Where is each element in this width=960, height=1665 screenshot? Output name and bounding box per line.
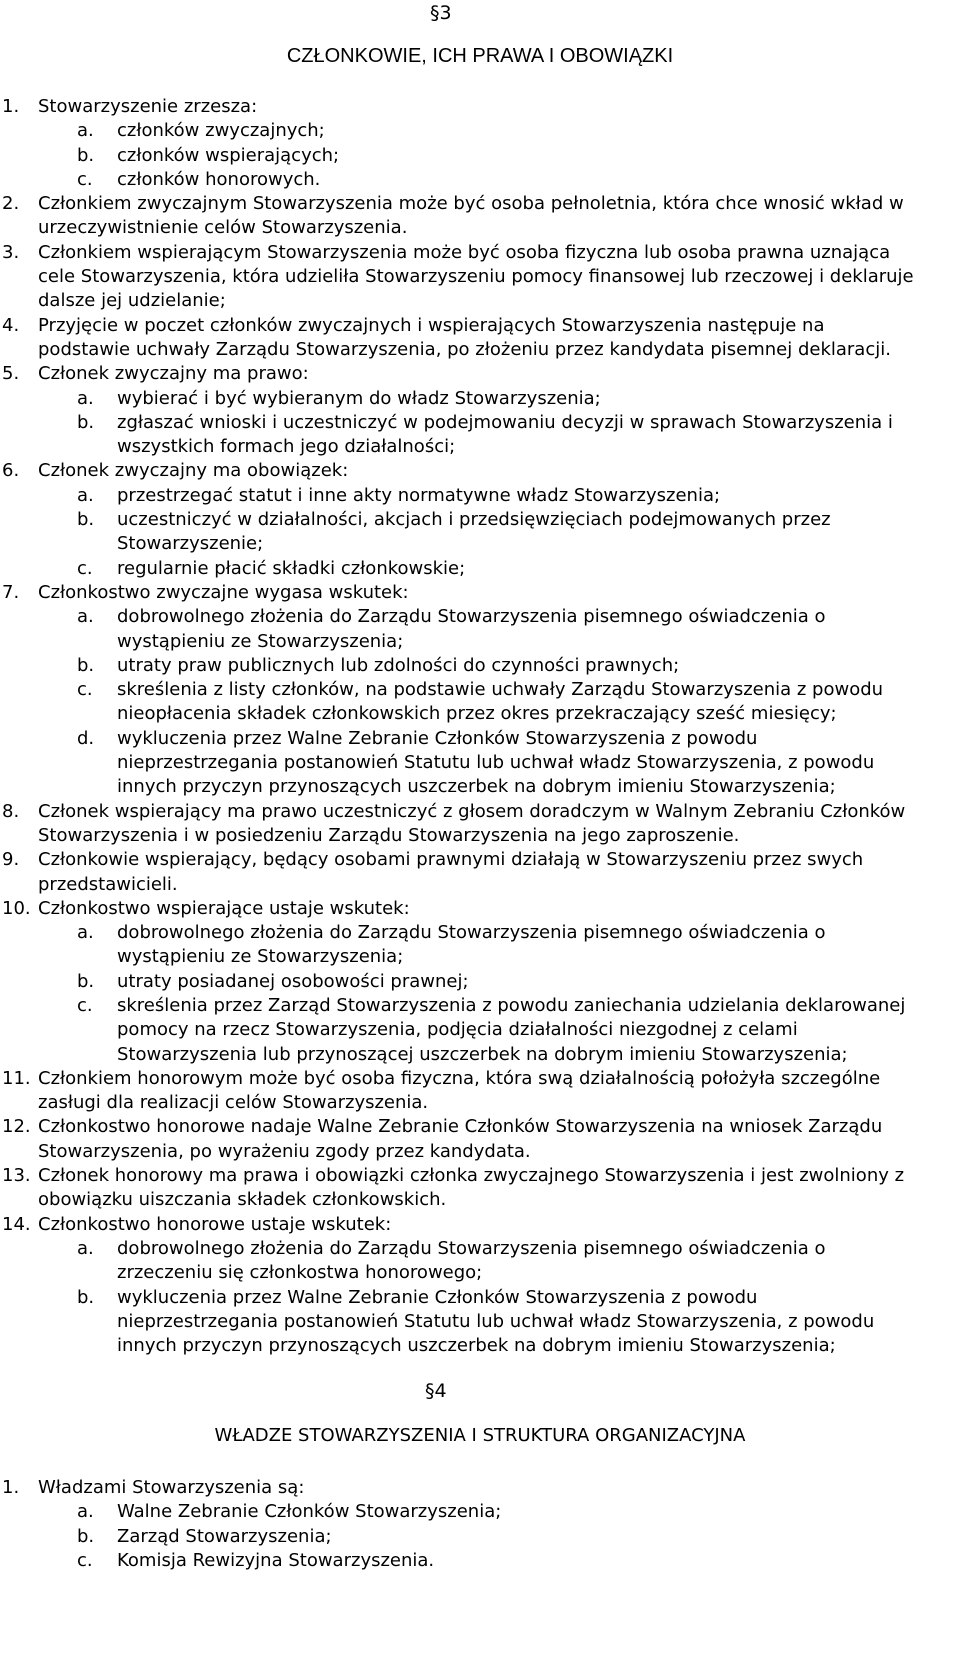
section-4-list xyxy=(0,1476,920,1573)
sub-item-letter: b. xyxy=(77,411,95,433)
sub-item-letter: c. xyxy=(77,557,93,579)
section-4-title: WŁADZE STOWARZYSZENIA I STRUKTURA ORGANIZACYJNA xyxy=(214,1425,746,1446)
list-item xyxy=(0,897,920,1067)
sub-list xyxy=(38,605,920,799)
list-item xyxy=(0,192,920,241)
sub-item-text: członków honorowych. xyxy=(117,168,321,190)
item-number: 11. xyxy=(2,1067,31,1089)
sub-item-letter: a. xyxy=(77,1501,94,1523)
sub-list xyxy=(38,921,920,1067)
sub-item-text: członków wspierających; xyxy=(117,144,340,166)
sub-list-item xyxy=(0,484,920,508)
sub-item-letter: a. xyxy=(77,1237,94,1259)
item-number: 2. xyxy=(2,193,20,215)
item-number: 1. xyxy=(2,1477,20,1498)
sub-item-text: zgłaszać wnioski i uczestniczyć w podejmowaniu decyzji w sprawach Stowarzyszenia i wszystkich formach jego działalności; xyxy=(117,411,893,458)
sub-item-letter: a. xyxy=(77,387,94,409)
sub-item-text: Walne Zebranie Członków Stowarzyszenia; xyxy=(117,1501,502,1523)
sub-list-item xyxy=(0,605,920,654)
sub-list-item xyxy=(0,508,920,557)
item-number: 1. xyxy=(2,96,20,117)
sub-item-text: utraty posiadanej osobowości prawnej; xyxy=(117,970,469,992)
item-text: Członkiem honorowym może być osoba fizyczna, która swą działalnością położyła szczególne zasługi dla realizacji celów Stowarzyszenia. xyxy=(38,1067,881,1114)
sub-list xyxy=(38,387,920,460)
sub-list-item xyxy=(0,557,920,581)
sub-list-item xyxy=(0,1525,920,1549)
sub-item-letter: b. xyxy=(77,1286,95,1308)
sub-item-text: utraty praw publicznych lub zdolności do czynności prawnych; xyxy=(117,654,680,676)
list-item xyxy=(0,1067,920,1116)
sub-item-text: uczestniczyć w działalności, akcjach i przedsięwzięciach podejmowanych przez Stowarzyszenie; xyxy=(117,509,831,555)
section-3-title: CZŁONKOWIE, ICH PRAWA I OBOWIĄZKI xyxy=(286,45,674,67)
sub-item-letter: b. xyxy=(77,1525,95,1547)
item-number: 8. xyxy=(2,800,20,822)
sub-list-item xyxy=(0,921,920,970)
sub-item-letter: b. xyxy=(77,144,95,166)
item-text: Członkostwo honorowe ustaje wskutek: xyxy=(38,1213,392,1235)
item-number: 12. xyxy=(2,1116,31,1138)
item-number: 7. xyxy=(2,581,20,603)
item-number: 5. xyxy=(2,363,20,385)
sub-item-letter: c. xyxy=(77,994,93,1016)
sub-list xyxy=(38,119,920,192)
sub-item-letter: a. xyxy=(77,120,94,142)
sub-list-item xyxy=(0,1237,920,1286)
sub-item-text: skreślenia z listy członków, na podstawie uchwały Zarządu Stowarzyszenia z powodu nieopłacenia składek członkowskich przez okres przekraczający sześć miesięcy; xyxy=(117,679,884,725)
sub-item-letter: b. xyxy=(77,509,95,531)
list-item xyxy=(0,95,920,192)
item-number: 13. xyxy=(2,1165,31,1187)
item-number: 10. xyxy=(2,897,31,919)
list-item xyxy=(0,314,920,363)
sub-list-item xyxy=(0,970,920,994)
sub-item-letter: c. xyxy=(77,1549,93,1571)
sub-item-text: dobrowolnego złożenia do Zarządu Stowarzyszenia pisemnego oświadczenia o wystąpieniu ze Stowarzyszenia; xyxy=(117,922,826,968)
item-text: Przyjęcie w poczet członków zwyczajnych i wspierających Stowarzyszenia następuje na podstawie uchwały Zarządu Stowarzyszenia, po złożeniu przez kandydata pisemnej deklaracji. xyxy=(38,314,891,360)
sub-item-letter: c. xyxy=(77,679,93,701)
sub-item-letter: b. xyxy=(77,970,95,992)
item-text: Członkiem zwyczajnym Stowarzyszenia może być osoba pełnoletnia, która chce wnosić wkład w urzeczywistnienie celów Stowarzyszenia. xyxy=(38,193,904,239)
sub-list xyxy=(38,1500,920,1573)
sub-list-item xyxy=(0,144,920,168)
sub-item-text: Zarząd Stowarzyszenia; xyxy=(117,1525,332,1547)
section-4-mark: §4 xyxy=(425,1380,447,1402)
list-item xyxy=(0,1115,920,1164)
section-3-list xyxy=(0,95,920,1358)
list-item xyxy=(0,581,920,800)
list-item xyxy=(0,1213,920,1359)
list-item xyxy=(0,362,920,459)
sub-item-letter: a. xyxy=(77,606,94,628)
sub-list-item xyxy=(0,727,920,800)
sub-list xyxy=(38,484,920,581)
sub-item-letter: a. xyxy=(77,484,94,506)
sub-item-text: skreślenia przez Zarząd Stowarzyszenia z powodu zaniechania udzielania deklarowanej pomocy na rzecz Stowarzyszenia, podjęcia działalności niezgodnej z celami Stowarzyszenia lub przynoszącej uszczerbek na dobrym imieniu Stowarzyszenia; xyxy=(117,994,906,1065)
sub-item-text: regularnie płacić składki członkowskie; xyxy=(117,557,466,579)
sub-item-text: dobrowolnego złożenia do Zarządu Stowarzyszenia pisemnego oświadczenia o zrzeczeniu się członkostwa honorowego; xyxy=(117,1237,826,1284)
list-item xyxy=(0,1164,920,1213)
item-number: 6. xyxy=(2,460,20,482)
item-text: Członkostwo honorowe nadaje Walne Zebranie Członków Stowarzyszenia na wniosek Zarządu Stowarzyszenia, po wyrażeniu zgody przez kandydata. xyxy=(38,1116,883,1162)
item-number: 4. xyxy=(2,314,20,336)
sub-item-text: przestrzegać statut i inne akty normatywne władz Stowarzyszenia; xyxy=(117,484,721,506)
sub-list-item xyxy=(0,678,920,727)
sub-item-letter: b. xyxy=(77,654,95,676)
section-3-mark: §3 xyxy=(430,2,452,24)
item-number: 14. xyxy=(2,1213,31,1235)
sub-item-text: Komisja Rewizyjna Stowarzyszenia. xyxy=(117,1549,435,1571)
sub-item-letter: c. xyxy=(77,168,93,190)
sub-list-item xyxy=(0,387,920,411)
sub-item-text: wybierać i być wybieranym do władz Stowarzyszenia; xyxy=(117,387,601,409)
list-item xyxy=(0,459,920,580)
sub-list-item xyxy=(0,1549,920,1573)
sub-item-letter: d. xyxy=(77,727,95,749)
item-number: 3. xyxy=(2,241,20,263)
item-text: Członek honorowy ma prawa i obowiązki członka zwyczajnego Stowarzyszenia i jest zwolniony z obowiązku uiszczania składek członkowskich. xyxy=(38,1165,905,1211)
item-number: 9. xyxy=(2,849,20,871)
sub-item-text: wykluczenia przez Walne Zebranie Członków Stowarzyszenia z powodu nieprzestrzegania postanowień Statutu lub uchwał władz Stowarzyszenia, z powodu innych przyczyn przynoszących uszczerbek na dobrym imieniu Stowarzyszenia; xyxy=(117,1286,875,1357)
sub-list-item xyxy=(0,654,920,678)
item-text: Członkostwo zwyczajne wygasa wskutek: xyxy=(38,581,409,603)
sub-item-text: dobrowolnego złożenia do Zarządu Stowarzyszenia pisemnego oświadczenia o wystąpieniu ze Stowarzyszenia; xyxy=(117,606,826,652)
sub-list-item xyxy=(0,411,920,460)
sub-list-item xyxy=(0,994,920,1067)
sub-list xyxy=(38,1237,920,1358)
sub-list-item xyxy=(0,168,920,192)
item-text: Władzami Stowarzyszenia są: xyxy=(38,1477,305,1498)
sub-list-item xyxy=(0,119,920,143)
item-text: Członek wspierający ma prawo uczestniczyć z głosem doradczym w Walnym Zebraniu Członków Stowarzyszenia i w posiedzeniu Zarządu Stowarzyszenia na jego zaproszenie. xyxy=(38,800,906,846)
sub-item-letter: a. xyxy=(77,922,94,944)
list-item xyxy=(0,800,920,849)
item-text: Członkowie wspierający, będący osobami prawnymi działają w Stowarzyszeniu przez swych przedstawicieli. xyxy=(38,849,864,895)
sub-item-text: członków zwyczajnych; xyxy=(117,120,325,142)
list-item xyxy=(0,241,920,314)
item-text: Stowarzyszenie zrzesza: xyxy=(38,96,258,117)
item-text: Członek zwyczajny ma prawo: xyxy=(38,363,309,385)
list-item xyxy=(0,1476,920,1573)
sub-list-item xyxy=(0,1500,920,1524)
list-item xyxy=(0,848,920,897)
sub-list-item xyxy=(0,1286,920,1359)
sub-item-text: wykluczenia przez Walne Zebranie Członków Stowarzyszenia z powodu nieprzestrzegania postanowień Statutu lub uchwał władz Stowarzyszenia, z powodu innych przyczyn przynoszących uszczerbek na dobrym imieniu Stowarzyszenia; xyxy=(117,727,875,798)
item-text: Członek zwyczajny ma obowiązek: xyxy=(38,460,349,482)
item-text: Członkiem wspierającym Stowarzyszenia może być osoba fizyczna lub osoba prawna uznająca cele Stowarzyszenia, która udzieliła Stowarzyszeniu pomocy finansowej lub rzeczowej i deklaruje dalsze jej udzielanie; xyxy=(38,241,914,312)
item-text: Członkostwo wspierające ustaje wskutek: xyxy=(38,897,410,919)
